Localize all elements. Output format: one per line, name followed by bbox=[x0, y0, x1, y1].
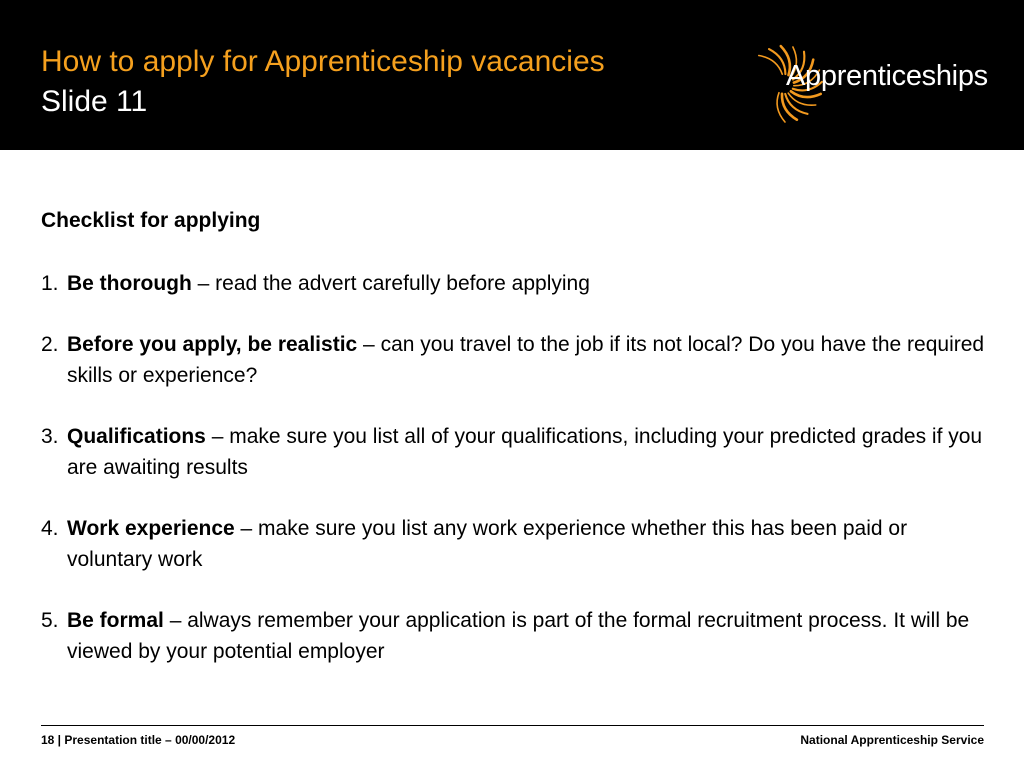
logo-wordmark: Apprenticeships bbox=[786, 60, 988, 92]
checklist-section bbox=[41, 206, 991, 697]
checklist-item bbox=[41, 421, 991, 483]
apprenticeships-logo bbox=[740, 42, 990, 126]
item-title: Be thorough bbox=[67, 272, 192, 295]
item-number: 3. bbox=[41, 425, 59, 448]
item-title: Be formal bbox=[67, 609, 164, 632]
item-text: – make sure you list all of your qualifications, including your predicted grades if you are awaiting results bbox=[67, 425, 983, 479]
item-text: – read the advert carefully before applying bbox=[191, 272, 590, 295]
item-text: – can you travel to the job if its not local? Do you have the required skills or experience? bbox=[67, 333, 985, 387]
item-number: 4. bbox=[41, 517, 59, 540]
checklist-item bbox=[41, 605, 991, 667]
item-title: Work experience bbox=[67, 517, 235, 540]
footer-organisation: National Apprenticeship Service bbox=[800, 733, 984, 747]
checklist-item bbox=[41, 513, 991, 575]
item-number: 2. bbox=[41, 333, 59, 356]
checklist-item bbox=[41, 329, 991, 391]
footer-slide-info: 18 | Presentation title – 00/00/2012 bbox=[41, 733, 236, 747]
item-number: 5. bbox=[41, 609, 59, 632]
logo-ray bbox=[782, 94, 797, 120]
logo-ray bbox=[769, 49, 785, 74]
item-title: Before you apply, be realistic bbox=[67, 333, 358, 356]
logo-ray bbox=[759, 56, 783, 75]
item-text: – make sure you list any work experience whether this has been paid or voluntary work bbox=[67, 517, 908, 571]
slide-title: How to apply for Apprenticeship vacancies bbox=[41, 45, 605, 78]
slide-header bbox=[0, 0, 1024, 150]
footer-divider bbox=[41, 725, 984, 726]
item-title: Qualifications bbox=[67, 425, 206, 448]
item-text: – always remember your application is part of the formal recruitment process. It will be viewed by your potential employer bbox=[67, 609, 970, 663]
checklist-list bbox=[41, 268, 991, 667]
item-number: 1. bbox=[41, 272, 59, 295]
checklist-heading: Checklist for applying bbox=[41, 209, 261, 232]
logo-ray bbox=[788, 93, 816, 105]
checklist-item bbox=[41, 268, 991, 299]
slide-subtitle: Slide 11 bbox=[41, 85, 148, 118]
